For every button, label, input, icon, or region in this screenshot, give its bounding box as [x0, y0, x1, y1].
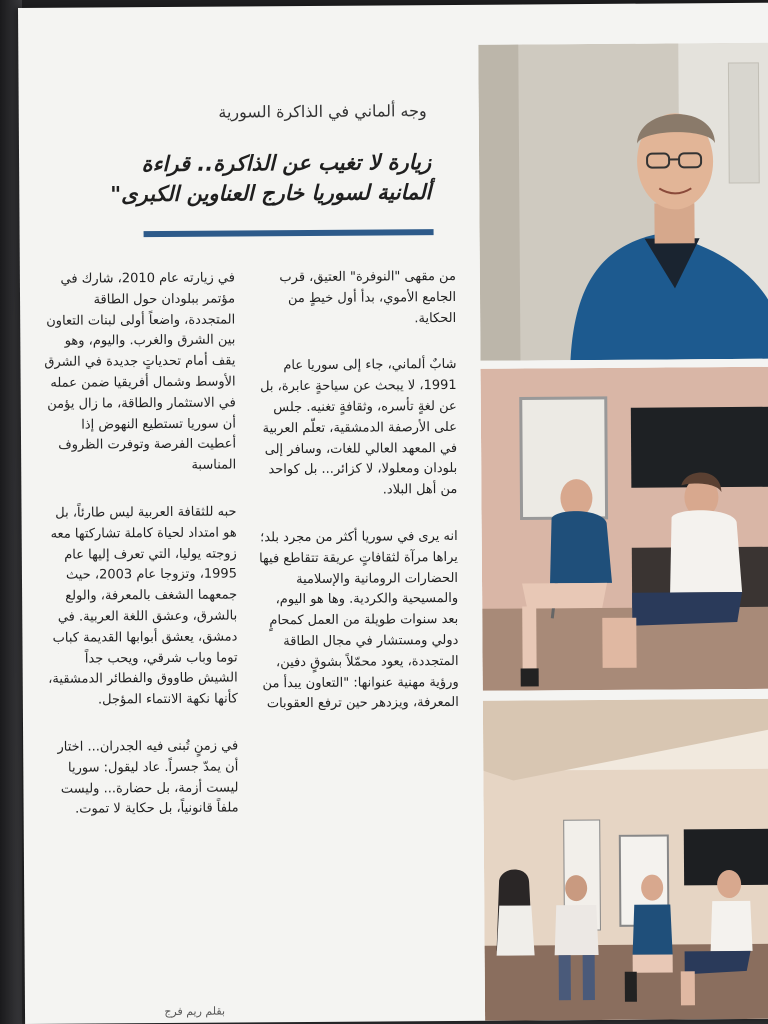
article-byline: بقلم ريم فرج [164, 1004, 226, 1019]
seated-pair-photo [481, 367, 768, 691]
seated-figure-1 [496, 869, 535, 955]
article-column-left [43, 268, 239, 846]
article-headline [41, 147, 431, 211]
article-text-area [18, 5, 485, 1024]
magazine-page [18, 3, 768, 1024]
headline-line-2: ألمانية لسوريا خارج العناوين الكبرى" [110, 180, 432, 207]
paragraph: انه يرى في سوريا أكثر من مجرد بلد؛ يراها مرآة لثقافاتٍ عريقة تتقاطع فيها الحضارات الرومانية والإسلامية والمسيحية والكردية. وها هو اليوم، بعد سنوات طويلة من العمل كمحامٍ دولي ومستشار في مجال الطاقة المتجددة، يعود محمّلاً بشوقٍ دفين، ورؤية مهنية عنوانها: "التعاون يبدأ من المعرفة، ويزدهر حين ترفع العقوبات [258, 528, 459, 712]
paragraph: حبه للثقافة العربية ليس طارئاً، بل هو امتداد لحياة كاملة تشاركتها معه زوجته يوليا، التي تعرف إليها عام 1995، وتزوجا عام 2003، حيث جمعهما الشغف بالمعرفة، والولع بالشرق، وعشق اللغة العربية. في دمشق، يعشق أبوابها القديمة كباب توما وباب شرقي، ويحب جداً الشيش طاووق والفطائر الدمشقية، كأنها نكهة الانتماء المؤجل. [48, 504, 238, 708]
paragraph: في زيارته عام 2010، شارك في مؤتمر ببلودان حول الطاقة المتجددة، واضعاً أولى لبنات التعاون بين الشرق والغرب. واليوم، وهو يقف أمام تحدياتٍ جديدة في الشرق الأوسط وشمال أفريقيا ضمن عمله في الاستثمار والطاقة، ما زال يؤمن أن سوريا تستطيع النهوض إذا أعطيت الفرصة وتوفرت الظروف المناسبة [44, 270, 237, 473]
paragraph: من مقهى "النوفرة" العتيق، قرب الجامع الأموي، بدأ أول خيطٍ من الحكاية. [279, 268, 457, 326]
paragraph: في زمنٍ تُبنى فيه الجدران... اختار أن يمدّ جسراً. عاد ليقول: سوريا ليست أزمة، بل حضارة... وليست ملفاً قانونياً، بل حكاية لا تموت. [57, 738, 239, 817]
headline-divider [144, 229, 434, 237]
article-column-right [256, 267, 459, 742]
headline-line-1: زيارة لا تغيب عن الذاكرة.. قراءة [141, 150, 432, 177]
group-meeting-photo [483, 699, 768, 1021]
article-kicker: وجه ألماني في الذاكرة السورية [218, 101, 427, 122]
portrait-photo [478, 43, 768, 361]
paragraph: شابٌ ألماني، جاء إلى سوريا عام 1991، لا يبحث عن سياحةٍ عابرة، بل عن لغةٍ تأسره، وثقافةٍ تغنيه. جلس على الأرصفة الدمشقية، تعلّم العربية في المعهد العالي للغات، وسافر إلى بلودان ومعلولا، لا كزائر... بل كواحد من أهل البلاد. [259, 357, 458, 498]
